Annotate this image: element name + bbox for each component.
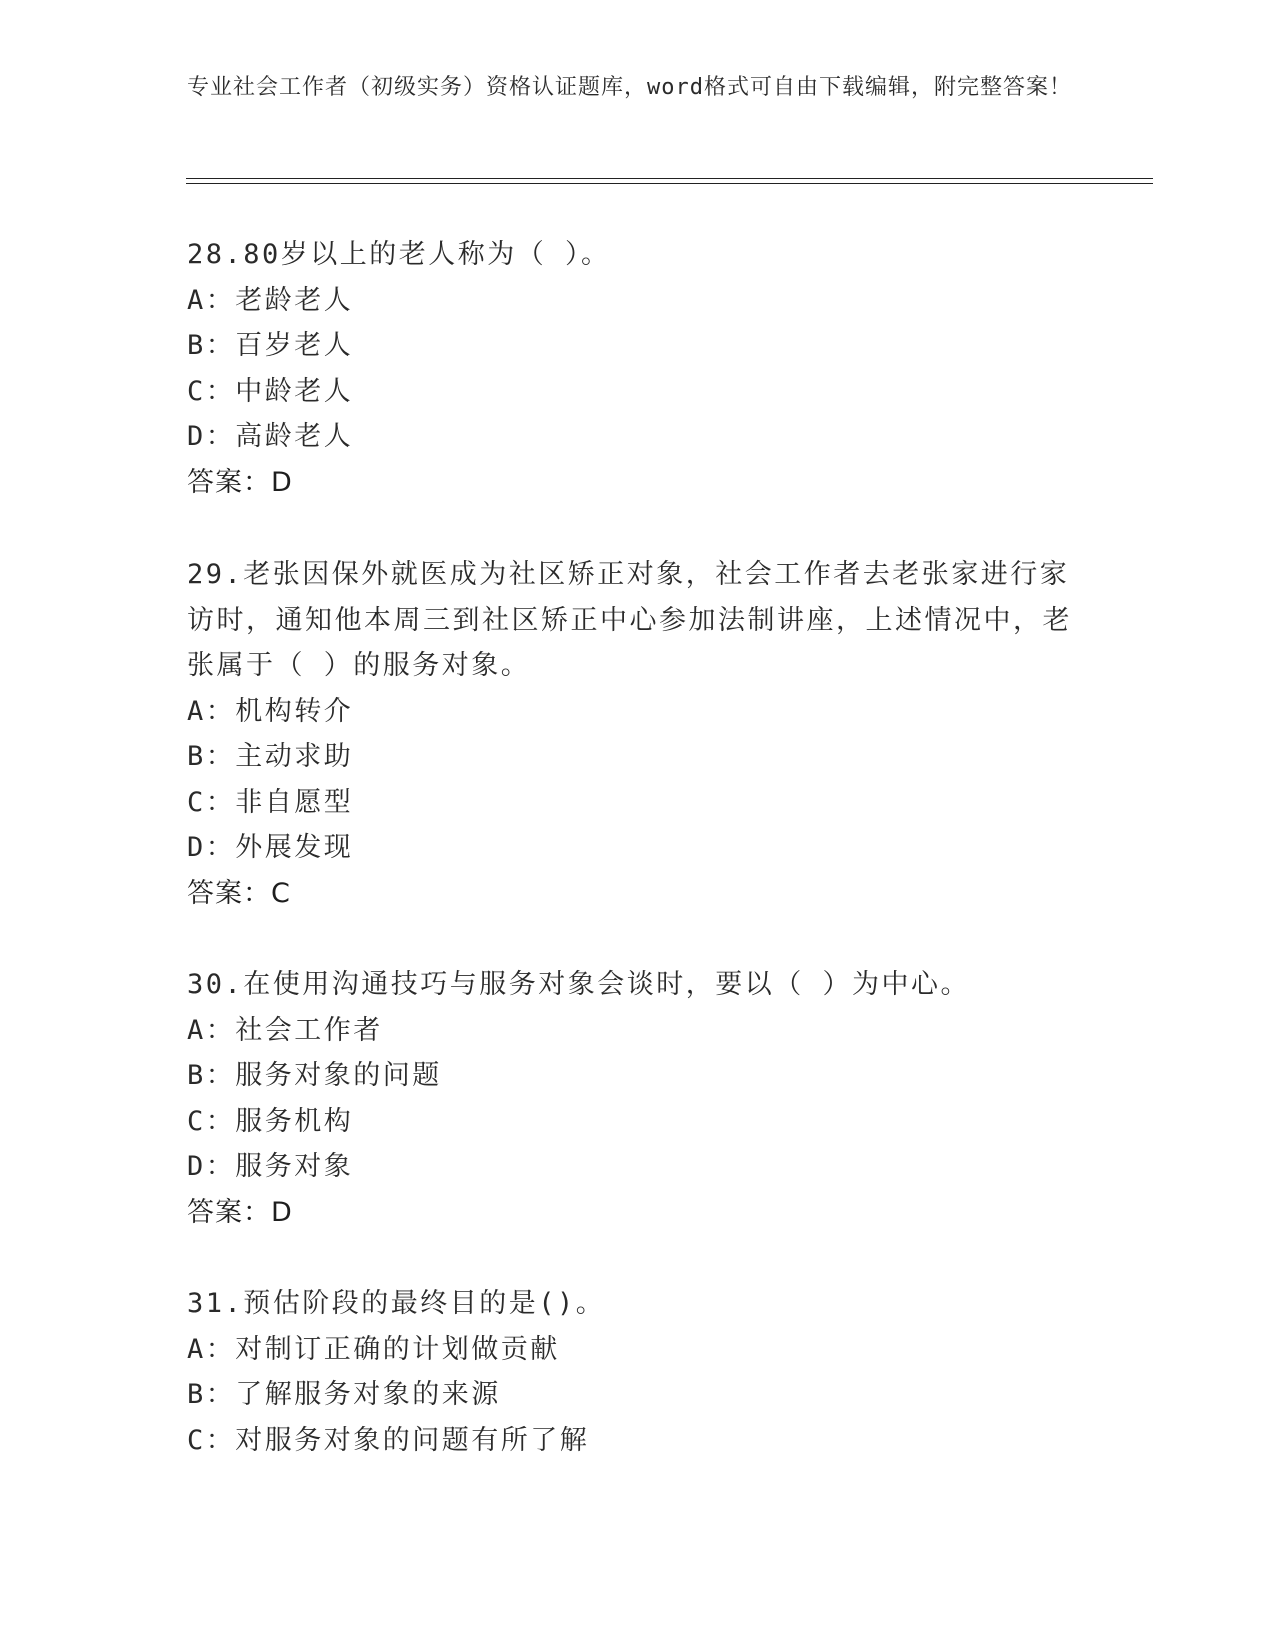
option-b: B：百岁老人 [187, 330, 354, 361]
option-b: B：服务对象的问题 [187, 1060, 442, 1091]
option-b: B：了解服务对象的来源 [187, 1379, 501, 1410]
header-rule-bottom [186, 183, 1153, 184]
option-b: B：主动求助 [187, 741, 354, 772]
document-header: 专业社会工作者（初级实务）资格认证题库，word格式可自由下载编辑，附完整答案！ [187, 75, 1072, 100]
question-stem: 28.80岁以上的老人称为（ ）。 [187, 239, 611, 270]
question-stem: 31.预估阶段的最终目的是()。 [187, 1288, 606, 1319]
option-c: C：非自愿型 [187, 786, 354, 818]
question-28 [187, 232, 1077, 505]
question-stem: 29.老张因保外就医成为社区矫正对象，社会工作者去老张家进行家访时，通知他本周三到社区矫正中心参加法制讲座，上述情况中，老张属于（ ）的服务对象。 [187, 559, 1072, 681]
question-31 [187, 1281, 1077, 1463]
answer-label: 答案：C [187, 877, 291, 909]
option-a: A：社会工作者 [187, 1014, 383, 1046]
question-29 [187, 552, 1077, 916]
option-c: C：对服务对象的问题有所了解 [187, 1424, 590, 1456]
option-c: C：服务机构 [187, 1105, 354, 1137]
question-30 [187, 962, 1077, 1235]
option-a: A：对制订正确的计划做贡献 [187, 1333, 560, 1365]
option-a: A：机构转介 [187, 695, 354, 727]
option-d: D：外展发现 [187, 832, 354, 863]
option-d: D：高龄老人 [187, 421, 354, 452]
answer-label: 答案：D [187, 466, 293, 498]
option-a: A：老龄老人 [187, 284, 354, 316]
answer-label: 答案：D [187, 1196, 293, 1228]
option-d: D：服务对象 [187, 1151, 354, 1182]
option-c: C：中龄老人 [187, 375, 354, 407]
question-stem: 30.在使用沟通技巧与服务对象会谈时，要以（ ）为中心。 [187, 969, 971, 1000]
header-rule-top [186, 178, 1153, 179]
